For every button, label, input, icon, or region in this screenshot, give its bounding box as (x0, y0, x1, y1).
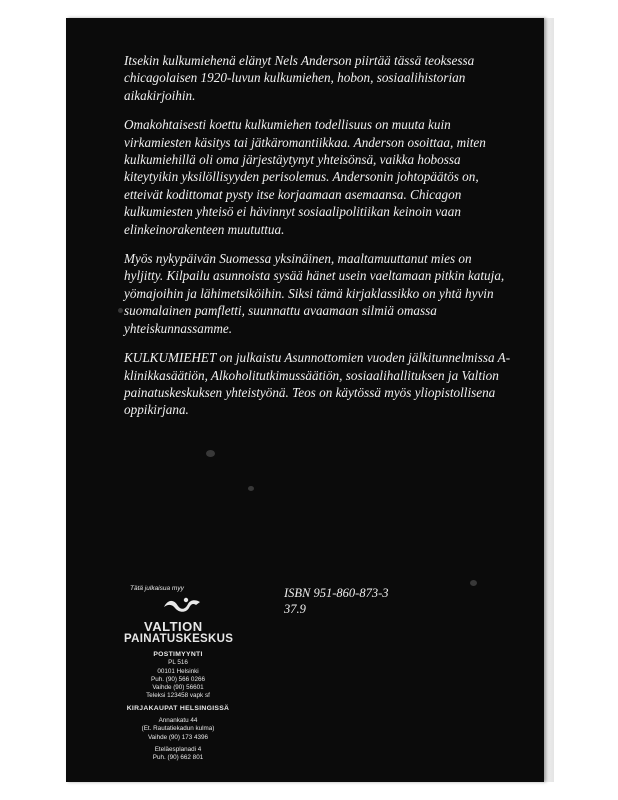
blurb-paragraph: Myös nykypäivän Suomessa yksinäinen, maaltamuuttanut mies on hyljitty. Kilpailu asunnoista sysää hänet usein vaeltamaan pitkin katuja, yömajoihin ja lähimetsiköihin. Siksi tämä kirjaklassikko on yhtä hyvin suomalainen pamfletti, suunnattu avaamaan silmiä omassa yhteiskunnassamme. (124, 251, 505, 336)
postal-line: Vaihde (90) 56601 (152, 684, 204, 692)
postal-heading: POSTIMYYNTI (153, 651, 203, 658)
store-line: Vaihde (90) 173 4396 (147, 733, 209, 741)
publisher-brand-line-1: VALTION (144, 619, 203, 634)
publisher-block (118, 585, 238, 763)
cover-speck (118, 308, 123, 313)
publisher-intro: Tätä julkaisua myy (130, 585, 184, 592)
cover-speck (248, 486, 254, 491)
cover-speck (206, 450, 215, 457)
isbn-number: ISBN 951-860-873-3 (284, 586, 389, 600)
library-class: 37.9 (284, 602, 306, 616)
blurb-paragraph: Omakohtaisesti koettu kulkumiehen todellisuus on muuta kuin virkamiesten käsitys tai jätkäromantiikkaa. Anderson osoittaa, miten kulkumiehillä oli oma järjestäytynyt yhteisönsä, vaikka hobossa kiteytyikin yksilöllisyyden perisolemus. Andersonin johtopäätös on, etteivät kodittomat pysty itse korjaamaan asemaansa. Chicagon kulkumiesten yhteisö ei hävinnyt sosiaalipolitiikan keinoin vaan elinkeinorakenteen muututtua. (124, 117, 486, 237)
store-line: (Et. Rautatiekadun kulma) (141, 725, 215, 733)
stores-heading: KIRJAKAUPAT HELSINGISSÄ (126, 704, 230, 712)
postal-sales-info (118, 651, 238, 763)
store-address (118, 717, 238, 742)
postal-line: PL 516 (168, 659, 188, 667)
postal-line: Teleksi 123458 vapk sf (146, 692, 210, 700)
store-line: Puh. (90) 662 801 (152, 754, 204, 762)
postal-line: Puh. (90) 566 0266 (151, 675, 205, 683)
cover-speck (470, 580, 477, 586)
blurb-paragraph: KULKUMIEHET on julkaistu Asunnottomien vuoden jälkitunnelmissa A-klinikkasäätiön, Alkoholitutkimussäätiön, sosiaalihallituksen ja Valtion painatuskeskuksen yhteistyönä. Teos on käytössä myös yliopistollisena oppikirjana. (124, 350, 511, 418)
isbn-block (284, 585, 389, 617)
postal-line: 00101 Helsinki (157, 667, 199, 675)
store-address (118, 746, 238, 763)
store-line: Annankatu 44 (158, 717, 198, 725)
bird-wave-logo-icon (162, 595, 202, 613)
back-cover-blurb (124, 52, 512, 431)
publisher-brand-line-2: PAINATUSKESKUS (124, 633, 234, 645)
store-line: Eteläesplanadi 4 (154, 745, 202, 753)
blurb-paragraph: Itsekin kulkumiehenä elänyt Nels Anderson piirtää tässä teoksessa chicagolaisen 1920-luvun kulkumiehen, hobon, sosiaalihistorian aikakirjoihin. (124, 53, 475, 103)
